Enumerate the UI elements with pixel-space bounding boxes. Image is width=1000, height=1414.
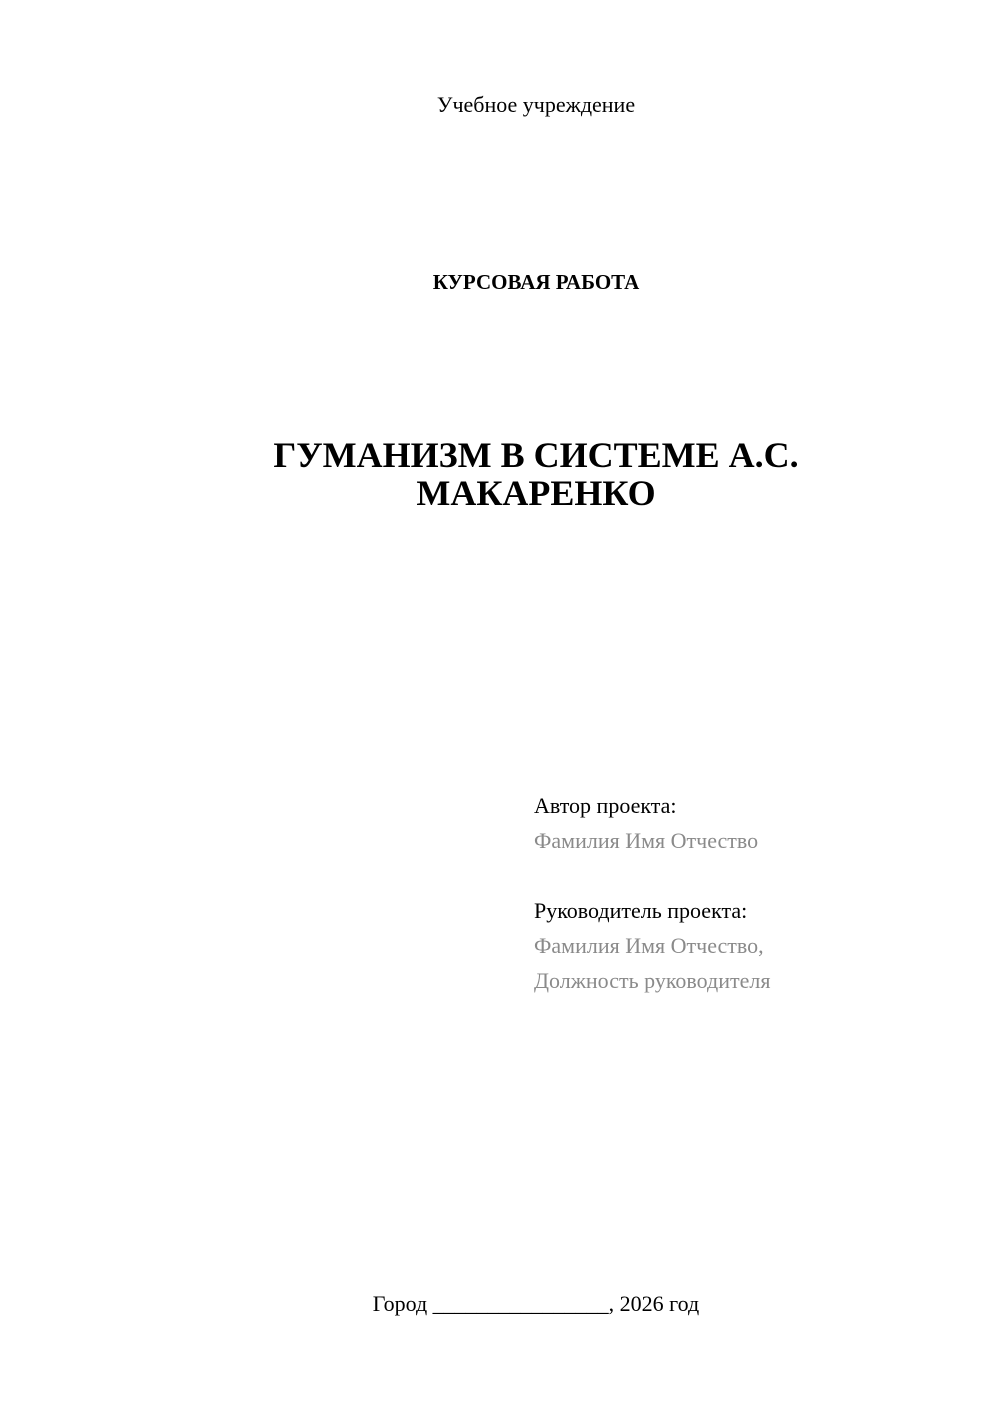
document-title-line-2: МАКАРЕНКО bbox=[416, 473, 656, 513]
institution-name: Учебное учреждение bbox=[436, 92, 636, 117]
city-year-line: Город ________________, 2026 год bbox=[372, 1291, 700, 1316]
supervisor-position: Должность руководителя bbox=[534, 968, 771, 993]
supervisor-label: Руководитель проекта: bbox=[534, 898, 748, 923]
supervisor-name: Фамилия Имя Отчество, bbox=[534, 933, 764, 958]
project-info-block bbox=[534, 788, 974, 998]
document-title bbox=[0, 436, 1000, 512]
author-label: Автор проекта: bbox=[534, 793, 677, 818]
document-title-line-1: ГУМАНИЗМ В СИСТЕМЕ А.С. bbox=[273, 435, 799, 475]
work-type-heading: КУРСОВАЯ РАБОТА bbox=[432, 270, 640, 294]
info-spacer bbox=[534, 858, 974, 893]
author-name: Фамилия Имя Отчество bbox=[534, 828, 759, 853]
